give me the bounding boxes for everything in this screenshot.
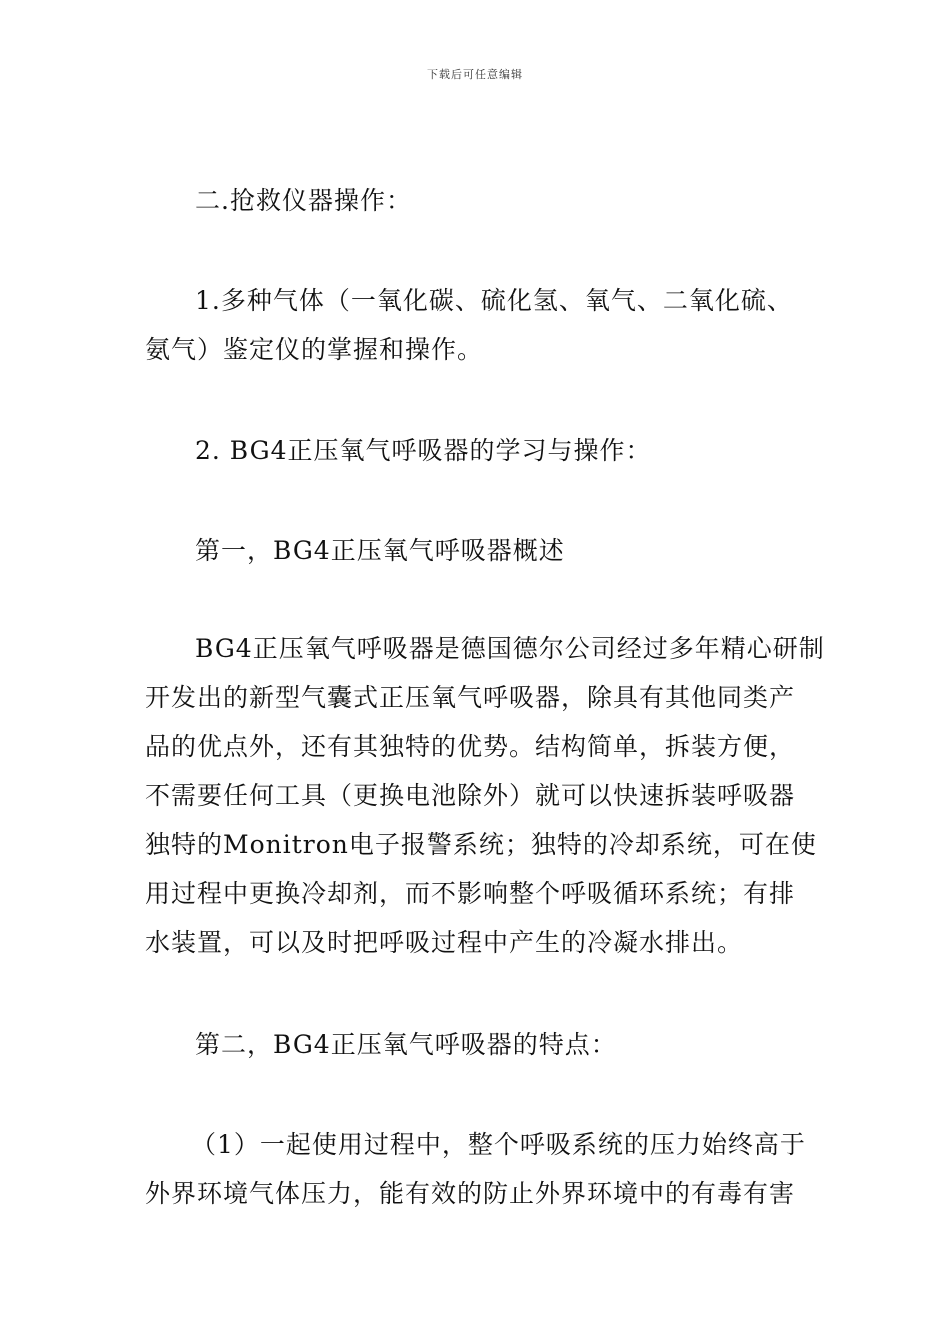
feature-item-1 [145,1120,807,1218]
paragraph-line: （1）一起使用过程中，整个呼吸系统的压力始终高于 [191,1130,806,1159]
section-heading-text: 二.抢救仪器操作： [195,186,412,215]
paragraph-line: BG4正压氧气呼吸器是德国德尔公司经过多年精心研制 [195,634,825,663]
paragraph-line: 水装置，可以及时把呼吸过程中产生的冷凝水排出。 [145,928,744,957]
paragraph-line: 1.多种气体（一氧化碳、硫化氢、氧气、二氧化硫、 [195,286,793,315]
part2-title [145,1020,807,1069]
paragraph-line: 品的优点外，还有其独特的优势。结构简单，拆装方便， [145,732,796,761]
paragraph-item-2 [145,426,807,475]
part2-title-text: 第二，BG4正压氧气呼吸器的特点： [195,1030,617,1059]
paragraph-item-1 [145,276,807,374]
section-heading [145,176,807,225]
part1-body [145,624,825,967]
part1-title [145,526,807,575]
paragraph-line: 独特的Monitron电子报警系统；独特的冷却系统，可在使 [145,830,817,859]
paragraph-line: 用过程中更换冷却剂，而不影响整个呼吸循环系统；有排 [145,879,796,908]
part1-title-text: 第一，BG4正压氧气呼吸器概述 [195,536,565,565]
page-header: 下载后可任意编辑 [427,68,523,81]
paragraph-line: 氨气）鉴定仪的掌握和操作。 [145,335,484,364]
paragraph-line: 外界环境气体压力，能有效的防止外界环境中的有毒有害 [145,1179,796,1208]
paragraph-line: 开发出的新型气囊式正压氧气呼吸器，除具有其他同类产 [145,683,796,712]
paragraph-line: 2. BG4正压氧气呼吸器的学习与操作： [195,436,652,465]
paragraph-line: 不需要任何工具（更换电池除外）就可以快速拆装呼吸器 [145,781,796,810]
